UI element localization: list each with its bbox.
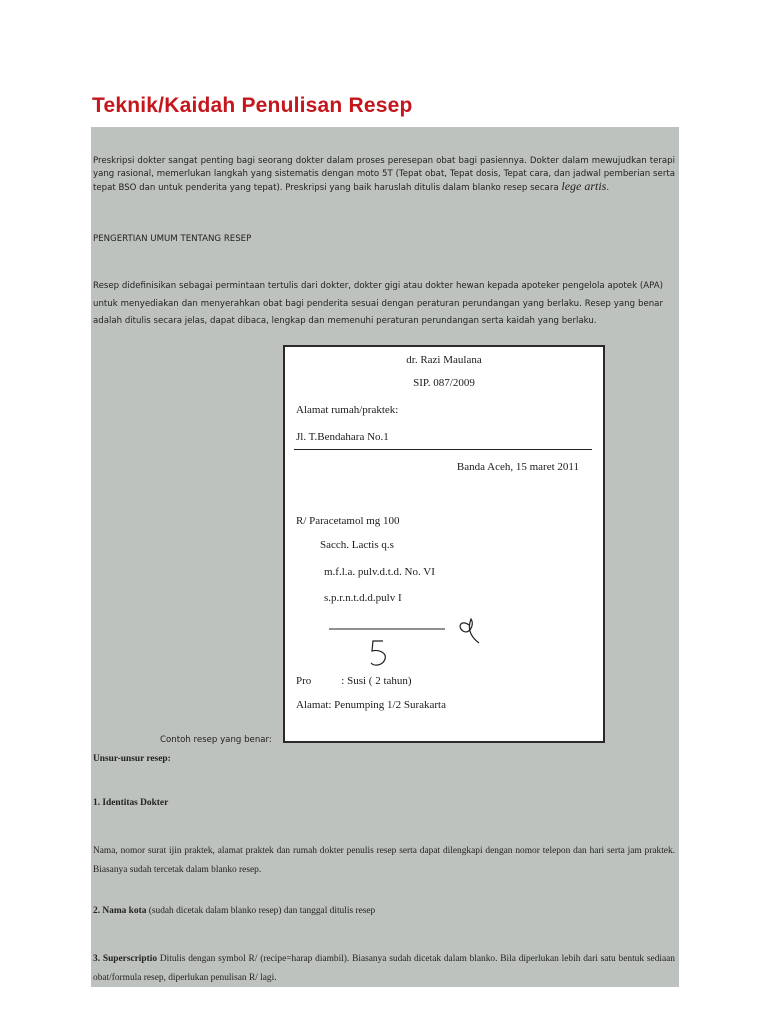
intro-paragraph (93, 155, 675, 195)
rx-address: Jl. T.Bendahara No.1 (296, 431, 389, 443)
rx-pro-label: Pro (296, 675, 312, 687)
section-3-text: Ditulis dengan symbol R/ (recipe=harap diambil). Biasanya sudah dicetak dalam blanko. Bila diperlukan lebih dari satu bentuk sediaan obat/formula resep, diperlukan penulisan R/ lagi. (93, 954, 675, 983)
rx-line-4: s.p.r.n.t.d.d.pulv I (324, 592, 402, 604)
prescription-example (283, 345, 605, 743)
intro-end: . (606, 183, 610, 193)
example-caption: Contoh resep yang benar: (160, 735, 272, 745)
section-1-text: Nama, nomor surat ijin praktek, alamat praktek dan rumah dokter penulis resep serta dapat dilengkapi dengan nomor telepon dan hari serta jam praktek. Biasanya sudah tercetak dalam blanko resep. (93, 846, 675, 875)
page-title: Teknik/Kaidah Penulisan Resep (92, 94, 413, 117)
intro-italic-term: lege artis (561, 179, 607, 193)
rx-signature-mark (325, 613, 485, 669)
rx-divider (294, 449, 592, 450)
section-2-heading: 2. Nama kota (93, 906, 147, 916)
signature-stroke (460, 619, 479, 643)
rx-patient (296, 675, 412, 687)
section-2 (93, 906, 375, 916)
intro-text: Preskripsi dokter sangat penting bagi seorang dokter dalam proses peresepan obat bagi pasiennya. Dokter dalam mewujudkan terapi yang rasional, memerlukan langkah yang sistematis dengan moto 5T (Tepat obat, Tepat dosis, Tepat cara, dan jadwal pemberian serta tepat BSO dan untuk penderita yang tepat). Preskripsi yang baik haruslah ditulis dalam blanko resep secara (93, 156, 675, 193)
paraf-five-stroke (371, 641, 385, 665)
rx-line-3: m.f.l.a. pulv.d.t.d. No. VI (324, 566, 435, 578)
rx-patient-name: : Susi ( 2 tahun) (341, 675, 412, 687)
rx-doctor-name: dr. Razi Maulana (406, 354, 482, 366)
rx-city-date: Banda Aceh, 15 maret 2011 (456, 461, 579, 473)
unsur-heading: Unsur-unsur resep: (93, 754, 171, 764)
section-3-heading: 3. Superscriptio (93, 954, 158, 964)
rx-address-label: Alamat rumah/praktek: (296, 404, 399, 416)
definition-paragraph: Resep didefinisikan sebagai permintaan tertulis dari dokter, dokter gigi atau dokter hewan kepada apoteker pengelola apotek (APA) untuk menyediakan dan menyerahkan obat bagi penderita sesuai dengan peraturan perundangan yang berlaku. Resep yang benar adalah ditulis secara jelas, dapat dibaca, lengkap dan memenuhi peraturan perundangan serta kaidah yang berlaku. (93, 281, 663, 326)
section-1-heading: 1. Identitas Dokter (93, 798, 169, 808)
rx-patient-address: Alamat: Penumping 1/2 Surakarta (296, 699, 446, 711)
rx-line-1: R/ Paracetamol mg 100 (296, 515, 400, 527)
section-heading-pengertian: PENGERTIAN UMUM TENTANG RESEP (93, 234, 252, 244)
rx-sip-number: SIP. 087/2009 (413, 377, 475, 389)
section-3 (93, 950, 675, 988)
rx-line-2: Sacch. Lactis q.s (320, 539, 394, 551)
section-2-text: (sudah dicetak dalam blanko resep) dan tanggal ditulis resep (146, 906, 376, 916)
